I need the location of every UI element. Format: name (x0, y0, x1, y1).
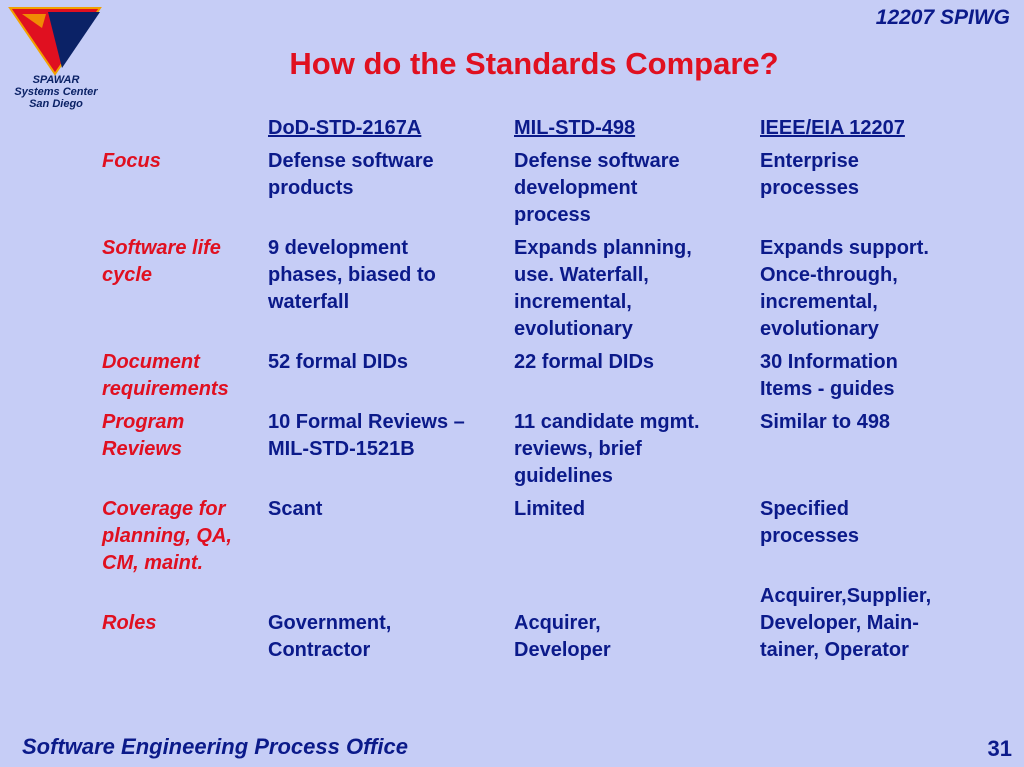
cell-line: products (268, 177, 354, 199)
row-label-line (102, 583, 256, 610)
slide-title: How do the Standards Compare? (289, 46, 779, 81)
row-label (96, 146, 262, 233)
cell-line: 22 formal DIDs (514, 351, 655, 373)
cell-line: 9 development (268, 237, 409, 259)
logo-line: Systems Center (14, 86, 98, 98)
table-row (96, 347, 996, 407)
cell-line: waterfall (268, 291, 350, 313)
cell-line: Defense software (514, 150, 680, 172)
logo-line: SPAWAR (32, 74, 80, 86)
cell-line: incremental, (760, 291, 878, 313)
cell-line: processes (760, 525, 859, 547)
footer-office: Software Engineering Process Office (22, 734, 408, 759)
cell-line: evolutionary (514, 318, 633, 340)
cell-line: Expands planning, (514, 237, 692, 259)
cell-line: 30 Information (760, 351, 898, 373)
cell-line: phases, biased to (268, 264, 436, 286)
cell-line: development (514, 177, 638, 199)
table-cell (508, 347, 754, 407)
table-cell (262, 494, 508, 581)
cell-line: Enterprise (760, 150, 859, 172)
cell-line: process (514, 204, 591, 226)
cell-line: Limited (514, 498, 586, 520)
row-label (96, 407, 262, 494)
row-label (96, 494, 262, 581)
table-cell (754, 347, 996, 407)
table-cell (262, 347, 508, 407)
row-label-line: Reviews (102, 438, 183, 460)
row-label (96, 347, 262, 407)
table-cell (508, 494, 754, 581)
logo-line: San Diego (29, 98, 83, 110)
cell-line: reviews, brief (514, 438, 642, 460)
header-cell-empty (96, 113, 262, 146)
page-number: 31 (987, 736, 1012, 761)
table-cell (508, 581, 754, 668)
row-label (96, 581, 262, 668)
table-cell (508, 233, 754, 347)
cell-line: Items - guides (760, 378, 895, 400)
row-label-line: CM, maint. (102, 552, 204, 574)
table-cell (262, 233, 508, 347)
row-label-line: planning, QA, (102, 525, 232, 547)
cell-line: use. Waterfall, (514, 264, 649, 286)
table-row (96, 581, 996, 668)
cell-line: guidelines (514, 465, 613, 487)
row-label-line: Program (102, 411, 185, 433)
cell-line: 52 formal DIDs (268, 351, 409, 373)
cell-line: processes (760, 177, 859, 199)
cell-line: evolutionary (760, 318, 879, 340)
row-label (96, 233, 262, 347)
row-label-line: Roles (102, 612, 157, 634)
table-row (96, 494, 996, 581)
table-cell (262, 581, 508, 668)
table-cell (754, 146, 996, 233)
cell-line: Similar to 498 (760, 411, 891, 433)
row-label-line: cycle (102, 264, 153, 286)
cell-line: Acquirer, (514, 612, 601, 634)
table-row (96, 407, 996, 494)
cell-line: Contractor (268, 639, 371, 661)
cell-line (268, 583, 502, 610)
cell-line: Scant (268, 498, 323, 520)
table-cell (262, 407, 508, 494)
table-cell (508, 146, 754, 233)
table-cell (754, 581, 996, 668)
comparison-table (96, 113, 996, 668)
column-header: IEEE/EIA 12207 (760, 117, 905, 139)
cell-line: Government, (268, 612, 392, 634)
cell-line: incremental, (514, 291, 632, 313)
cell-line: Acquirer,Supplier, (760, 585, 932, 607)
cell-line: Defense software (268, 150, 434, 172)
table-header-row (96, 113, 996, 146)
table-cell (754, 407, 996, 494)
cell-line: Developer, Main- (760, 612, 919, 634)
cell-line: Expands support. (760, 237, 929, 259)
table-cell (754, 494, 996, 581)
column-header: MIL-STD-498 (514, 117, 636, 139)
table-row (96, 233, 996, 347)
column-header: DoD-STD-2167A (268, 117, 422, 139)
row-label-line: Document (102, 351, 200, 373)
table-cell (508, 407, 754, 494)
table-cell (754, 233, 996, 347)
table-row (96, 146, 996, 233)
cell-line: Once-through, (760, 264, 898, 286)
row-label-line: requirements (102, 378, 229, 400)
cell-line: Developer (514, 639, 611, 661)
cell-line: 10 Formal Reviews – (268, 411, 465, 433)
cell-line: MIL-STD-1521B (268, 438, 415, 460)
row-label-line: Software life (102, 237, 221, 259)
cell-line (514, 583, 748, 610)
header-tag: 12207 SPIWG (875, 6, 1010, 29)
table-cell (262, 146, 508, 233)
row-label-line: Focus (102, 150, 161, 172)
cell-line: 11 candidate mgmt. (514, 411, 700, 433)
cell-line: tainer, Operator (760, 639, 909, 661)
cell-line: Specified (760, 498, 849, 520)
row-label-line: Coverage for (102, 498, 226, 520)
